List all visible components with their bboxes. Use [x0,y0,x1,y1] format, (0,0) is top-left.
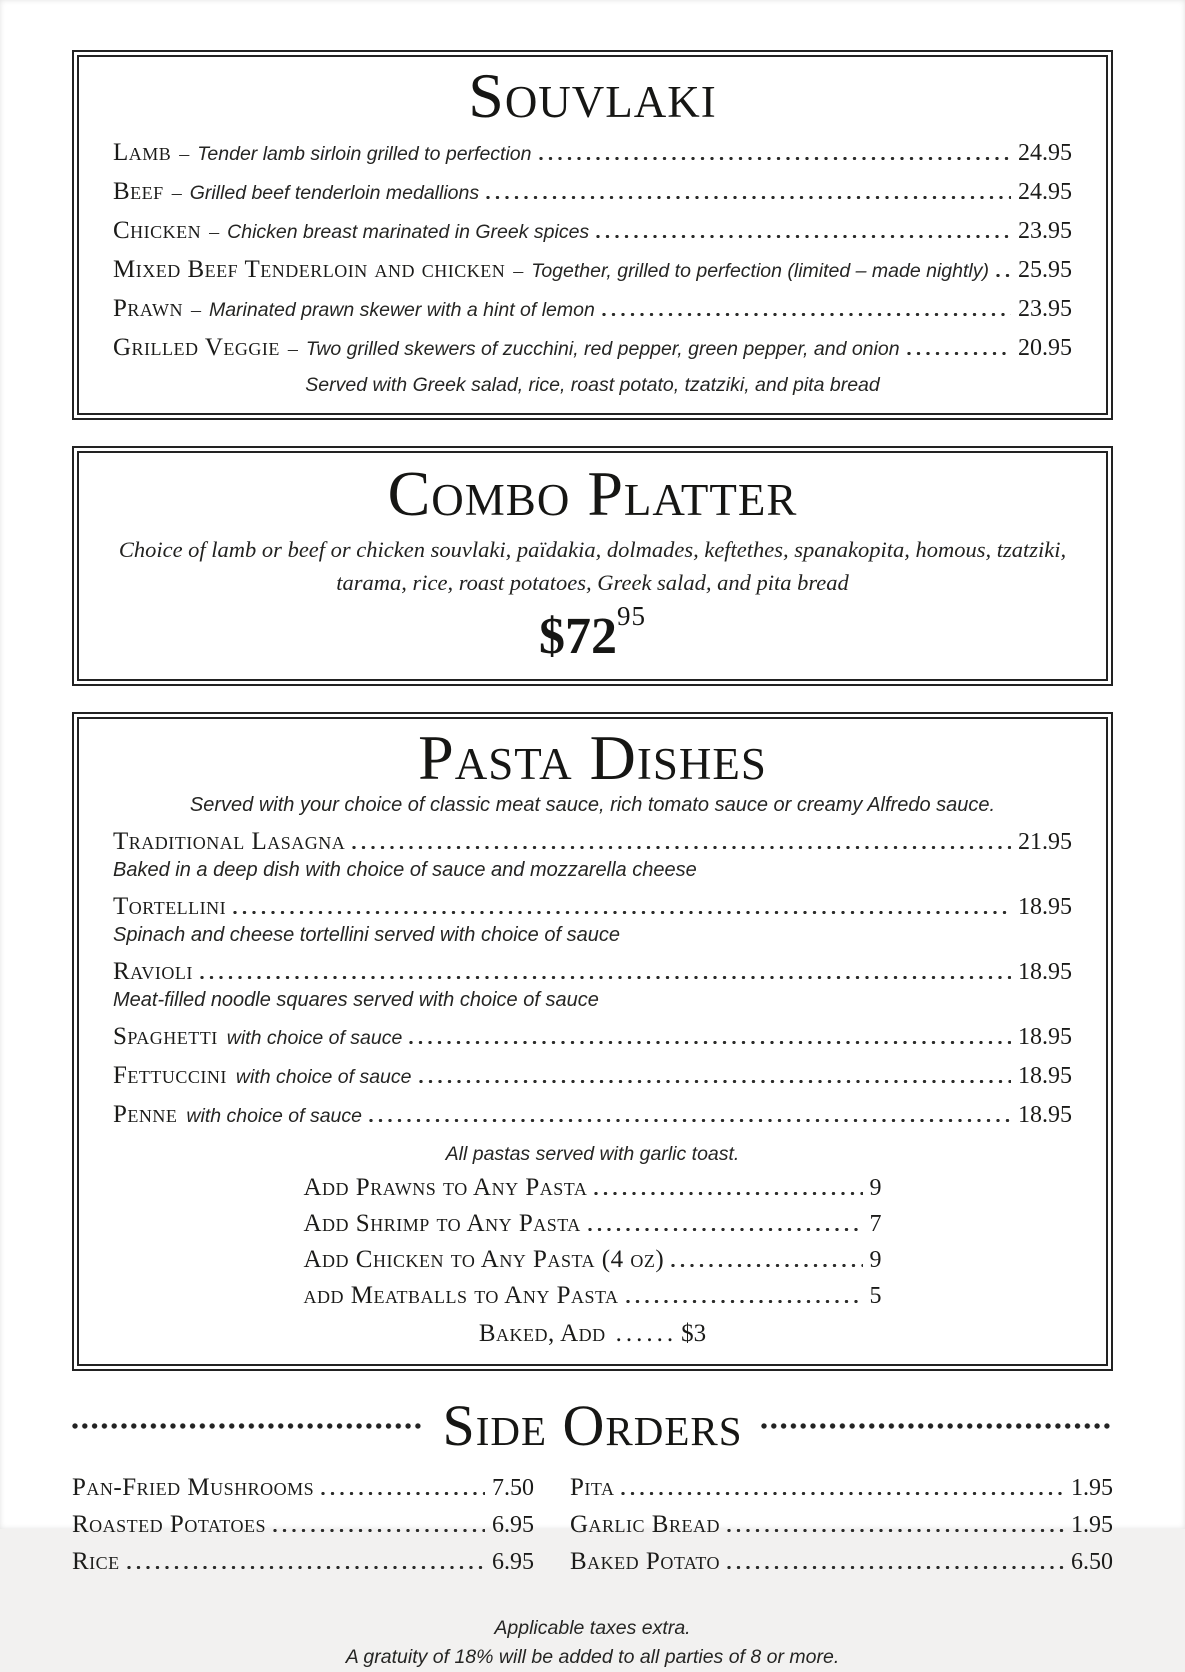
item-price: 23.95 [1018,296,1072,323]
side-orders-title-row [72,1392,1113,1458]
item-name: Rice [72,1547,120,1575]
leader-dots [907,352,1011,355]
menu-item-row [113,178,1072,206]
addon-name: Add Chicken to Any Pasta (4 oz) [303,1245,665,1273]
item-price: 18.95 [1018,1062,1072,1089]
side-orders-columns [72,1465,1113,1576]
pasta-dishes-section [72,712,1113,1371]
pasta-dishes-title: Pasta Dishes [418,721,767,793]
item-name: Beef [113,178,164,206]
combo-platter-frame [77,451,1108,680]
menu-item-row [113,295,1072,323]
souvlaki-section-frame [77,55,1108,415]
item-name: Mixed Beef Tenderloin and chicken [113,256,506,284]
addon-price: 7 [869,1210,882,1237]
footer-taxes-note: Applicable taxes extra. [494,1616,691,1639]
addon-price: 9 [869,1246,882,1273]
addon-price: 9 [869,1174,882,1201]
menu-item-row [113,139,1072,167]
pasta-addons-block [304,1174,882,1310]
item-name: Penne [113,1100,178,1128]
item-name: Garlic Bread [570,1510,720,1538]
souvlaki-footnote: Served with Greek salad, rice, roast potato, tzatziki, and pita bread [305,374,880,397]
item-price: 25.95 [1018,257,1072,284]
side-orders-left-column [72,1465,534,1576]
souvlaki-section [72,50,1113,420]
menu-item-row [113,828,1072,856]
item-price: 6.95 [492,1548,534,1575]
item-price: 23.95 [1018,218,1072,245]
addon-price: 5 [869,1282,882,1309]
side-orders-section [72,1392,1113,1576]
item-name: Grilled Veggie [113,334,280,362]
addon-row [304,1246,882,1274]
combo-price-dollars: $72 [539,608,617,666]
leader-dots [602,313,1011,316]
menu-item-row [113,893,1072,921]
dash-separator: – [179,143,190,166]
leader-dots [588,1228,863,1231]
dash-separator: – [209,221,220,244]
leader-dots [321,1492,485,1495]
side-orders-title: Side Orders [442,1392,743,1458]
item-name: Prawn [113,295,183,323]
menu-item-row [72,1474,534,1502]
leader-dots [409,1041,1011,1044]
menu-item-row [570,1548,1113,1576]
addon-row [304,1210,882,1238]
leader-dots [727,1529,1064,1532]
pasta-dishes-frame [77,717,1108,1366]
leader-dots [273,1529,485,1532]
item-description: Meat-filled noodle squares served with choice of sauce [113,988,599,1011]
leader-dots [594,1192,862,1195]
item-name: Ravioli [113,957,193,985]
pasta-note: All pastas served with garlic toast. [445,1142,740,1165]
leader-dots [200,976,1011,979]
item-price: 18.95 [1018,958,1072,985]
menu-item-row [113,256,1072,284]
menu-footer [72,1614,1113,1672]
combo-price-cents: 95 [617,601,646,632]
baked-add-label: Baked, Add [478,1319,606,1347]
leader-dots [671,1264,862,1267]
leader-dots [233,911,1011,914]
leader-dots [626,1300,863,1303]
combo-platter-title: Combo Platter [387,458,798,530]
item-price: 6.50 [1071,1548,1113,1575]
addon-row [304,1282,882,1310]
dash-separator: – [171,182,182,205]
dash-separator: – [513,260,524,283]
title-leader-dots-left [72,1423,424,1429]
item-price: 20.95 [1018,335,1072,362]
item-price: 18.95 [1018,893,1072,920]
item-price: 7.50 [492,1474,534,1501]
item-price: 24.95 [1018,179,1072,206]
item-description: with choice of sauce [186,1104,363,1127]
menu-item-row [113,217,1072,245]
baked-add-dots: ...... [615,1319,678,1347]
combo-description-line1: Choice of lamb or beef or chicken souvlaki, païdakia, dolmades, keftethes, spanakopita, homous, tzatziki, [118,536,1067,562]
menu-item-row [113,334,1072,362]
leader-dots [539,157,1012,160]
item-price: 24.95 [1018,140,1072,167]
leader-dots [352,846,1011,849]
side-orders-right-column [570,1465,1113,1576]
item-description: Two grilled skewers of zucchini, red pepper, green pepper, and onion [305,338,900,361]
item-price: 18.95 [1018,1023,1072,1050]
item-name: Pita [570,1473,615,1501]
leader-dots [486,196,1011,199]
menu-item-row [570,1474,1113,1502]
menu-item-row [72,1548,534,1576]
item-name: Traditional Lasagna [113,827,346,855]
item-description: Spinach and cheese tortellini served with choice of sauce [113,923,620,946]
leader-dots [621,1492,1064,1495]
item-description: Chicken breast marinated in Greek spices [227,221,590,244]
item-name: Baked Potato [570,1547,721,1575]
menu-item-row [113,958,1072,986]
addon-name: Add Shrimp to Any Pasta [303,1209,581,1237]
item-description: with choice of sauce [235,1065,412,1088]
title-leader-dots-right [761,1423,1113,1429]
menu-item-row [113,1062,1072,1090]
dash-separator: – [287,338,298,361]
pasta-subtitle: Served with your choice of classic meat sauce, rich tomato sauce or creamy Alfredo sauce. [189,793,996,816]
leader-dots [419,1080,1012,1083]
item-name: Fettuccini [113,1061,227,1089]
item-price: 1.95 [1071,1474,1113,1501]
leader-dots [596,235,1011,238]
menu-item-row [113,1101,1072,1129]
dash-separator: – [190,299,201,322]
leader-dots [127,1566,485,1569]
footer-gratuity-note: A gratuity of 18% will be added to all parties of 8 or more. [345,1646,840,1669]
item-name: Lamb [113,139,172,167]
item-description: Tender lamb sirloin grilled to perfection [197,143,532,166]
item-price: 18.95 [1018,1101,1072,1128]
addon-row [304,1174,882,1202]
leader-dots [369,1119,1011,1122]
menu-item-row [570,1511,1113,1539]
baked-add-price: $3 [681,1319,707,1347]
item-name: Pan-Fried Mushrooms [72,1473,315,1501]
combo-price [109,602,1076,665]
item-description: with choice of sauce [226,1026,403,1049]
leader-dots [727,1566,1064,1569]
item-description: Baked in a deep dish with choice of sauce and mozzarella cheese [113,858,697,881]
item-description: Grilled beef tenderloin medallions [189,182,480,205]
addon-name: Add Prawns to Any Pasta [303,1173,588,1201]
item-description: Together, grilled to perfection (limited – made nightly) [531,260,989,283]
combo-description [109,533,1076,601]
item-name: Roasted Potatoes [72,1510,267,1538]
item-name: Spaghetti [113,1022,218,1050]
item-price: 1.95 [1071,1511,1113,1538]
addon-name: add Meatballs to Any Pasta [303,1281,619,1309]
item-name: Tortellini [113,892,227,920]
souvlaki-title: Souvlaki [468,60,717,131]
leader-dots [996,274,1011,277]
item-description: Marinated prawn skewer with a hint of lemon [208,299,595,322]
combo-platter-section [72,446,1113,685]
menu-item-row [72,1511,534,1539]
item-price: 21.95 [1018,828,1072,855]
menu-item-row [113,1023,1072,1051]
item-price: 6.95 [492,1511,534,1538]
item-name: Chicken [113,217,202,245]
baked-add-line [113,1320,1072,1348]
combo-description-line2: tarama, rice, roast potatoes, Greek salad, and pita bread [336,570,849,596]
